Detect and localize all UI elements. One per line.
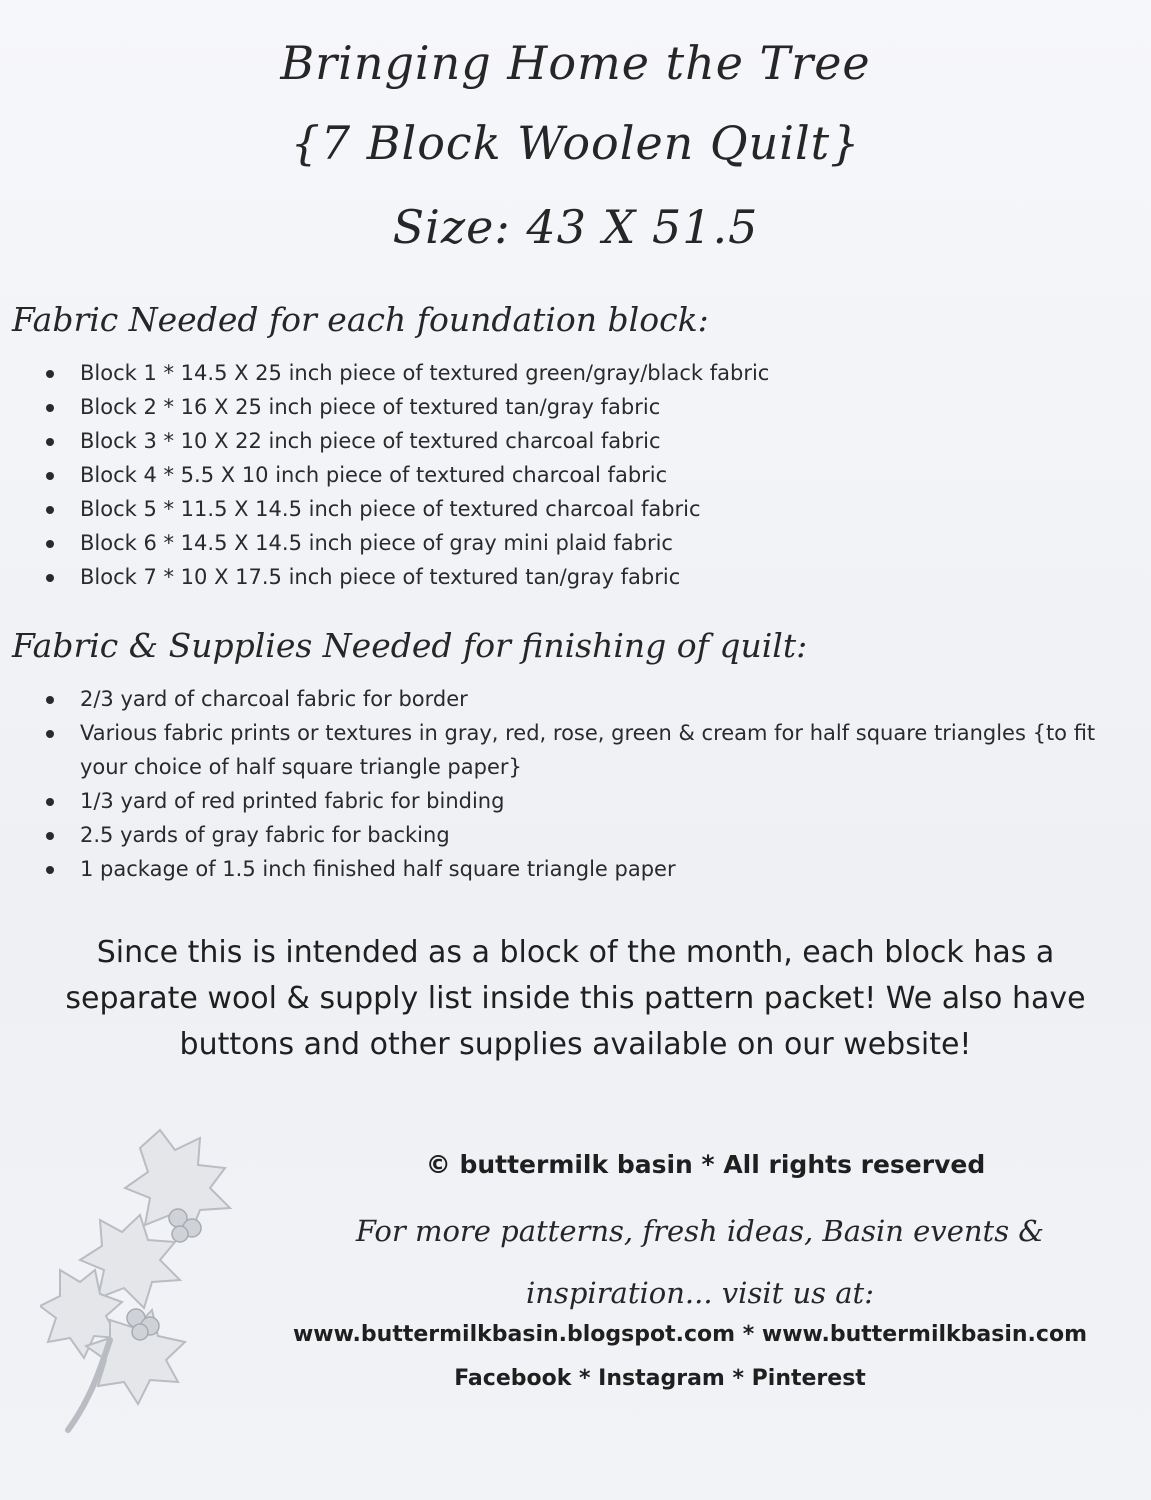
list-item: Various fabric prints or textures in gray, red, rose, green & cream for half square triangles {to fit your choice of half square triangle paper} xyxy=(42,716,1102,784)
block-of-month-note: Since this is intended as a block of the month, each block has a separate wool & supply list inside this pattern packet! We also have buttons and other supplies available on our website! xyxy=(65,935,1086,1062)
website-links: www.buttermilkbasin.blogspot.com * www.buttermilkbasin.com xyxy=(292,1322,1087,1347)
list-item: Block 5 * 11.5 X 14.5 inch piece of textured charcoal fabric xyxy=(42,492,1102,526)
list-item: Block 7 * 10 X 17.5 inch piece of textured tan/gray fabric xyxy=(42,560,1102,594)
foundation-list xyxy=(42,356,1102,594)
quilt-size: Size: 43 X 51.5 xyxy=(392,200,759,254)
list-item: Block 6 * 14.5 X 14.5 inch piece of gray mini plaid fabric xyxy=(42,526,1102,560)
list-item: Block 1 * 14.5 X 25 inch piece of textured green/gray/black fabric xyxy=(42,356,1102,390)
copyright-notice: © buttermilk basin * All rights reserved xyxy=(425,1150,986,1179)
list-item: 2.5 yards of gray fabric for backing xyxy=(42,818,1102,852)
list-item: 1/3 yard of red printed fabric for binding xyxy=(42,784,1102,818)
foundation-heading: Fabric Needed for each foundation block: xyxy=(12,300,709,339)
list-item: Block 3 * 10 X 22 inch piece of textured charcoal fabric xyxy=(42,424,1102,458)
page-subtitle: {7 Block Woolen Quilt} xyxy=(290,116,861,170)
list-item: 1 package of 1.5 inch finished half square triangle paper xyxy=(42,852,1102,886)
finishing-heading: Fabric & Supplies Needed for finishing of quilt: xyxy=(12,626,808,665)
list-item: Block 4 * 5.5 X 10 inch piece of textured charcoal fabric xyxy=(42,458,1102,492)
list-item: Block 2 * 16 X 25 inch piece of textured tan/gray fabric xyxy=(42,390,1102,424)
page-title: Bringing Home the Tree xyxy=(280,36,871,90)
finishing-list xyxy=(42,682,1102,886)
social-links: Facebook * Instagram * Pinterest xyxy=(454,1366,866,1391)
list-item: 2/3 yard of charcoal fabric for border xyxy=(42,682,1102,716)
visit-us-text: For more patterns, fresh ideas, Basin events & inspiration... visit us at: xyxy=(355,1214,1045,1310)
